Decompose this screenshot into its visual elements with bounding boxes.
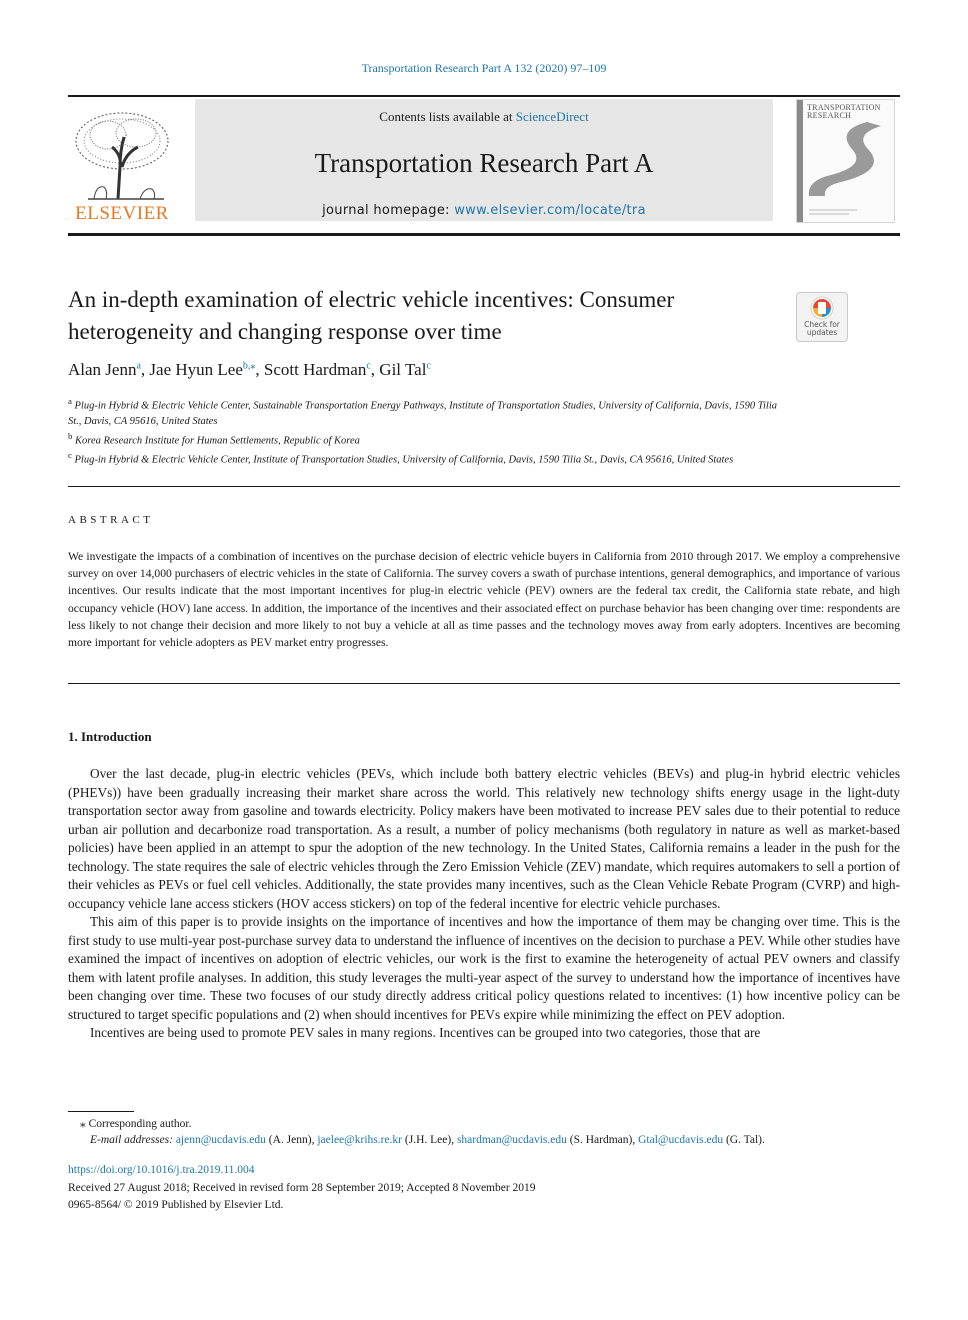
road-graphic-icon [797,100,894,222]
email-link[interactable]: Gtal@ucdavis.edu [638,1134,724,1146]
doi-line [68,1164,255,1176]
affiliation-mark: c [68,450,72,460]
affiliation [68,429,788,449]
running-head-text[interactable]: Transportation Research Part A 132 (2020) 97–109 [361,61,607,75]
email-link[interactable]: jaelee@krihs.re.kr [317,1134,403,1146]
check-badge-line-1: Check for [804,320,840,329]
abstract-heading: ABSTRACT [68,514,154,526]
paragraph: This aim of this paper is to provide insights on the importance of incentives and how the importance of them may be changing over time. This is the first study to use multi-year post-purchase survey data to understand the influence of incentives on the decision to purchase a PEV. While other studies have examined the impact of incentives on adoption of electric vehicles, our work is the first to examine the heterogeneity of actual PEV owners and classify them with latent profile analyses. In addition, this study leverages the multi-year aspect of the survey to understand how the importance of incentives have been changing over time. These two focuses of our study directly address critical policy questions related to incentives: (1) how incentive policy can be structured to target specific populations and (2) when should incentives for PEVs expire while minimizing the effect on PEV adoption. [68,914,900,1022]
affiliation-text: Plug-in Hybrid & Electric Vehicle Center, Sustainable Transportation Energy Pathways, Institute of Transportation Studies, University of California, Davis, 1590 Tilia St., Davis, CA 95616, United States [68,400,778,427]
affiliation-text: Plug-in Hybrid & Electric Vehicle Center, Institute of Transportation Studies, University of California, Davis, 1590 Tilia St., Davis, CA 95616, United States [74,454,734,466]
homepage-link[interactable]: www.elsevier.com/locate/tra [454,203,646,218]
check-for-updates-badge[interactable] [796,292,848,342]
contents-prefix: Contents lists available at [379,109,516,124]
author-affiliation-mark[interactable]: c [366,360,371,372]
author[interactable]: Gil Tal [379,360,427,379]
affiliation [68,394,788,429]
crossmark-icon [797,293,847,323]
footnote-rule [68,1111,134,1112]
cover-title-line-2: RESEARCH [807,111,852,120]
divider-below-abstract [68,683,900,684]
affiliation-text: Korea Research Institute for Human Settlements, Republic of Korea [75,435,360,446]
check-badge-line-2: updates [806,328,838,337]
journal-masthead [68,95,900,237]
author-list: Alan Jenn$^a$, Jae Hyun Lee$^{b,⁎}$, Scott Hardman$^c$, Gil Tal$^c$ [68,360,431,379]
paragraph: Incentives are being used to promote PEV sales in many regions. Incentives can be grouped into two categories, those that are [90,1025,761,1040]
email-owner: (A. Jenn), [268,1134,315,1146]
sciencedirect-link[interactable]: ScienceDirect [515,109,589,124]
email-owner: (G. Tal). [725,1134,765,1146]
affiliation-mark: a [68,396,72,406]
received-dates: Received 27 August 2018; Received in revised form 28 September 2019; Accepted 8 November 2019 [68,1182,536,1194]
contents-line [195,109,773,125]
author[interactable]: Alan Jenn [68,360,137,379]
divider-above-abstract [68,486,900,487]
journal-cover-thumbnail[interactable] [796,99,895,223]
masthead-center-box [195,99,773,221]
author-affiliation-mark[interactable]: c [426,360,431,372]
email-label: E-mail addresses: [90,1134,173,1146]
author-affiliation-mark[interactable]: a [136,360,141,372]
email-owner: (S. Hardman), [569,1134,636,1146]
affiliation-mark: b [68,430,73,441]
author-affiliation-mark[interactable]: b,⁎ [242,360,256,372]
email-link[interactable]: shardman@ucdavis.edu [456,1134,567,1146]
cover-title-line-1: TRANSPORTATION [807,103,881,112]
affiliation [68,448,788,468]
copyright-line: 0965-8564/ © 2019 Published by Elsevier Ltd. [68,1199,284,1211]
homepage-prefix: journal homepage: [322,203,455,218]
journal-title: Transportation Research Part A [314,148,654,178]
paragraph: Over the last decade, plug-in electric vehicles (PEVs, which include both battery electric vehicles (BEVs) and plug-in hybrid electric vehicles (PHEVs)) have been gradually increasing their market share across the world. This relatively new technology shifts energy usage in the light-duty transportation sector away from gasoline and towards electricity. Policy makers have been motivated to increase PEV sales due to their potential to reduce urban air pollution and decarbonize road transportation. As a result, a number of policy mechanisms (both regulatory in nature as well as market-based policies) have been applied in an attempt to spur the adoption of the new technology. In the United States, California remains a leader in the push for the technology. The state requires the sale of electric vehicles through the Zero Emission Vehicle (ZEV) mandate, which requires automakers to sell a portion of their vehicles as PEVs or fuel cell vehicles. Additionally, the state provides many incentives, such as the Clean Vehicle Rebate Program (CVRP) and high-occupancy vehicle lane access stickers (HOV access stickers) on top of the federal incentive for electric vehicle purchases. [68,766,901,911]
email-addresses [90,1134,765,1146]
masthead-top-rule [68,95,900,97]
running-head[interactable] [0,61,968,76]
homepage-line [195,203,773,218]
check-badge-text [797,321,847,337]
author[interactable]: Jae Hyun Lee [149,360,243,379]
section-heading-introduction: 1. Introduction [68,729,152,744]
corresponding-author-note: ⁎ Corresponding author. [80,1118,192,1130]
publisher-wordmark: ELSEVIER [75,203,169,224]
introduction-body [68,765,900,1043]
affiliations [68,394,788,468]
article-title: An in-depth examination of electric vehicle incentives: Consumer heterogeneity and changing response over time [68,287,675,344]
masthead-bottom-rule [68,233,900,236]
doi-link[interactable]: https://doi.org/10.1016/j.tra.2019.11.004 [68,1164,255,1176]
abstract-text: We investigate the impacts of a combination of incentives on the purchase decision of electric vehicle buyers in California from 2010 through 2017. We employ a comprehensive survey on over 14,000 purchasers of electric vehicles in the state of California. The survey covers a swath of purchase intentions, general demographics, and importance of various incentives. Our results indicate that the most important incentives for plug-in electric vehicle (PEV) owners are the federal tax credit, the California state rebate, and high occupancy vehicle (HOV) lane access. In addition, the importance of the incentives and their associated effect on purchase behavior has been changing over time: respondents are less likely to not change their decision and more likely to not buy a vehicle at all as time passes and the technology moves away from early adopters. Incentives are becoming more important for vehicle adopters as PEV market entry progresses. [68,550,900,650]
email-owner: (J.H. Lee), [404,1134,455,1146]
tree-icon [68,107,176,203]
email-link[interactable]: ajenn@ucdavis.edu [175,1134,266,1146]
author[interactable]: Scott Hardman [263,360,367,379]
